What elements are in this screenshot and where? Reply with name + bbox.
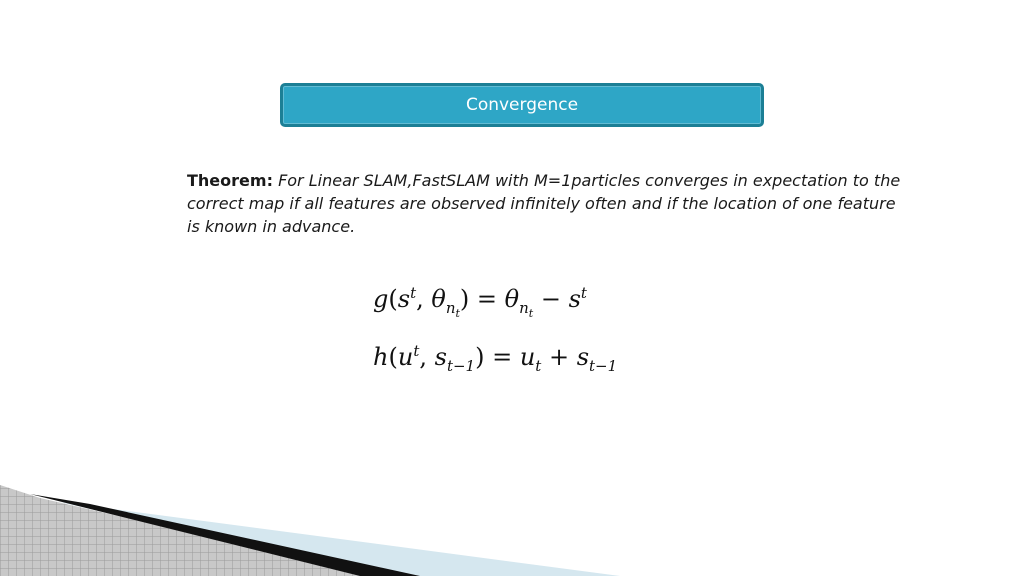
slide-title-bar: [280, 83, 764, 127]
formula-g: $g(s^t$, $\theta_{n_t}) = \theta_{n_t} - s^t$: [373, 284, 587, 320]
theorem-paragraph: [187, 169, 907, 238]
slide-title: Convergence: [465, 95, 579, 115]
theorem-label: Theorem:: [187, 171, 273, 190]
theorem-text: For Linear SLAM,FastSLAM with M=1particles converges in expectation to the correct map if all features are observed infinitely often and if the location of one feature is known in advance.: [187, 171, 901, 236]
formula-h: $h(u^t$, $s_{t-1}) = u_t + s_{t-1}$: [373, 342, 618, 375]
corner-decoration: [0, 480, 640, 576]
